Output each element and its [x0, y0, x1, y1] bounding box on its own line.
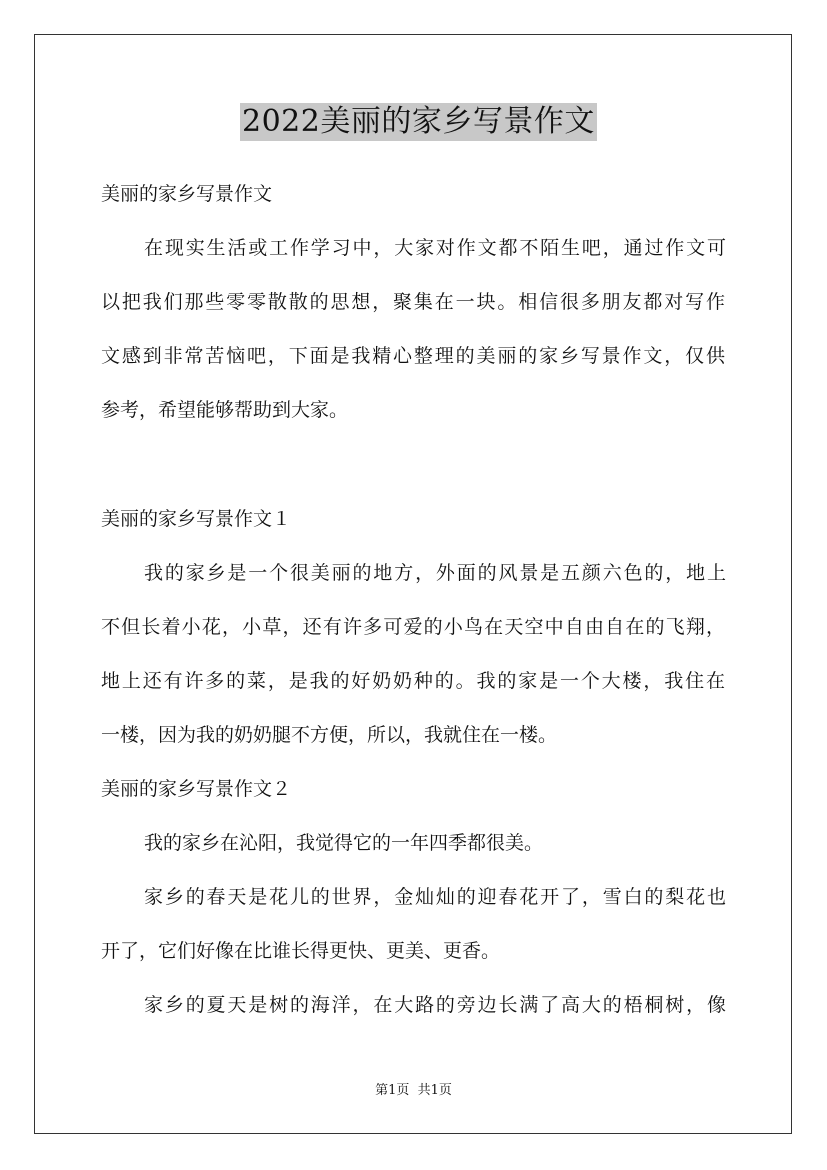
- paragraph-line: 以把我们那些零零散散的思想，聚集在一块。相信很多朋友都对写作: [101, 291, 725, 313]
- paragraph-line: 地上还有许多的菜，是我的好奶奶种的。我的家是一个大楼，我住在: [101, 670, 725, 692]
- paragraph-line: 不但长着小花，小草，还有许多可爱的小鸟在天空中自由自在的飞翔，: [101, 616, 725, 638]
- document-title: 2022美丽的家乡写景作文: [242, 104, 595, 139]
- paragraph-line: 开了，它们好像在比谁长得更快、更美、更香。: [101, 940, 501, 962]
- paragraph-line: 我的家乡是一个很美丽的地方，外面的风景是五颜六色的，地上: [144, 562, 726, 584]
- section-heading: 美丽的家乡写景作文: [101, 183, 273, 205]
- paragraph-line: 文感到非常苦恼吧，下面是我精心整理的美丽的家乡写景作文，仅供: [101, 345, 725, 367]
- section-heading: 美丽的家乡写景作文１: [101, 508, 292, 530]
- paragraph-line: 参考，希望能够帮助到大家。: [101, 399, 349, 421]
- paragraph-line: 一楼，因为我的奶奶腿不方便，所以，我就住在一楼。: [101, 724, 558, 746]
- section-heading: 美丽的家乡写景作文２: [101, 778, 292, 800]
- paragraph-line: 在现实生活或工作学习中，大家对作文都不陌生吧，通过作文可: [144, 237, 726, 259]
- paragraph-line: 家乡的夏天是树的海洋，在大路的旁边长满了高大的梧桐树，像: [144, 994, 726, 1016]
- paragraph-line: 我的家乡在沁阳，我觉得它的一年四季都很美。: [144, 832, 544, 854]
- paragraph-line: 家乡的春天是花儿的世界，金灿灿的迎春花开了，雪白的梨花也: [144, 886, 726, 908]
- page-number-footer: 第1页 共1页: [375, 1083, 452, 1098]
